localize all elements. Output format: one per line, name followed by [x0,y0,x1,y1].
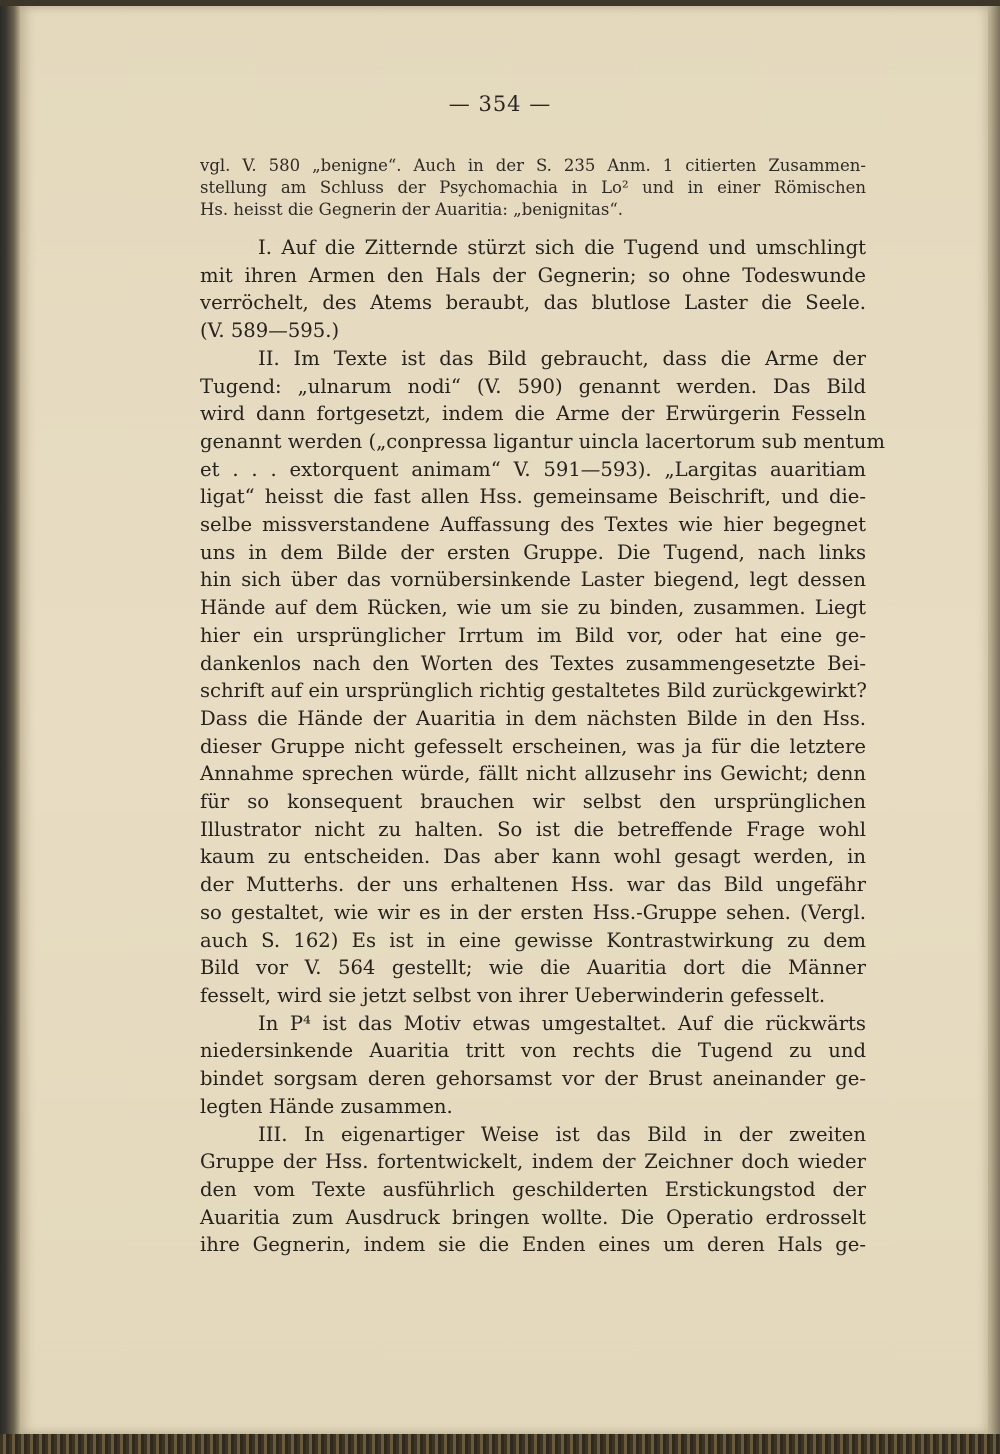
text-line: selbe missverstandene Auffassung des Textes wie hier begegnet [200,513,866,537]
text-line: III. In eigenartiger Weise ist das Bild in der zweiten [258,1122,866,1146]
text-line: genannt werden („conpressa ligantur uincla lacertorum sub mentum [200,429,885,453]
footnote-line: vgl. V. 580 „benigne“. Auch in der S. 235 Anm. 1 citierten Zusammen- [200,156,866,175]
paragraph-p4 [200,1010,866,1121]
text-line: Auaritia zum Ausdruck bringen wollte. Die Operatio erdrosselt [200,1205,866,1229]
text-line: (V. 589—595.) [200,319,340,343]
book-edge-bottom [0,1434,1000,1454]
footnote-line: Hs. heisst die Gegnerin der Auaritia: „benignitas“. [200,200,624,219]
text-line: schrift auf ein ursprünglich richtig gestaltetes Bild zurückgewirkt? [200,679,867,703]
text-line: Bild vor V. 564 gestellt; wie die Auaritia dort die Männer [200,956,866,980]
text-line: Annahme sprechen würde, fällt nicht allzusehr ins Gewicht; denn [200,762,866,786]
text-line: kaum zu entscheiden. Das aber kann wohl gesagt werden, in [200,845,866,869]
text-line: Tugend: „ulnarum nodi“ (V. 590) genannt werden. Das Bild [200,374,866,398]
text-line: et . . . extorquent animam“ V. 591—593). „Largitas auaritiam [200,457,866,481]
text-line: für so konsequent brauchen wir selbst den ursprünglichen [200,790,866,814]
text-line: Hände auf dem Rücken, wie um sie zu binden, zusammen. Liegt [200,596,866,620]
text-line: legten Hände zusammen. [200,1094,453,1118]
text-line: Dass die Hände der Auaritia in dem nächsten Bilde in den Hss. [200,706,866,730]
text-line: dieser Gruppe nicht gefesselt erscheinen, was ja für die letztere [200,734,866,758]
text-line: hier ein ursprünglicher Irrtum im Bild vor, oder hat eine ge- [200,623,866,647]
footnote-line: stellung am Schluss der Psychomachia in Lo² und in einer Römischen [200,178,866,197]
text-line: Illustrator nicht zu halten. So ist die betreffende Frage wohl [200,817,866,841]
text-line: hin sich über das vornübersinkende Laster biegend, legt dessen [200,568,866,592]
text-line: verröchelt, des Atems beraubt, das blutlose Laster die Seele. [200,291,866,315]
text-line: ligat“ heisst die fast allen Hss. gemeinsame Beischrift, und die- [200,485,866,509]
text-line: der Mutterhs. der uns erhaltenen Hss. war das Bild ungefähr [200,873,866,897]
text-line: mit ihren Armen den Hals der Gegnerin; so ohne Todeswunde [200,263,866,287]
paragraph-section-iii [200,1121,866,1260]
text-line: Gruppe der Hss. fortentwickelt, indem der Zeichner doch wieder [200,1150,866,1174]
text-line: auch S. 162) Es ist in eine gewisse Kontrastwirkung zu dem [200,928,866,952]
text-line: so gestaltet, wie wir es in der ersten Hss.-Gruppe sehen. (Vergl. [200,900,866,924]
text-line: bindet sorgsam deren gehorsamst vor der Brust aneinander ge- [200,1067,866,1091]
paragraph-section-i [200,234,866,345]
text-line: wird dann fortgesetzt, indem die Arme der Erwürgerin Fesseln [200,402,866,426]
page-number: — 354 — [448,92,552,116]
text-line: In P⁴ ist das Motiv etwas umgestaltet. Auf die rückwärts [258,1011,866,1035]
text-line: I. Auf die Zitternde stürzt sich die Tugend und umschlingt [258,236,866,259]
text-line: ihre Gegnerin, indem sie die Enden eines um deren Hals ge- [200,1233,866,1257]
footnote [200,155,866,221]
text-line: den vom Texte ausführlich geschilderten Erstickungstod der [200,1177,866,1201]
text-line: II. Im Texte ist das Bild gebraucht, dass die Arme der [258,346,866,370]
text-line: fesselt, wird sie jetzt selbst von ihrer Ueberwinderin gefesselt. [200,983,826,1007]
text-line: niedersinkende Auaritia tritt von rechts die Tugend zu und [200,1039,866,1063]
text-line: uns in dem Bilde der ersten Gruppe. Die Tugend, nach links [200,540,866,564]
paragraph-section-ii [200,345,885,1010]
body-text [200,234,885,1259]
text-line: dankenlos nach den Worten des Textes zusammengesetzte Bei- [200,651,866,675]
